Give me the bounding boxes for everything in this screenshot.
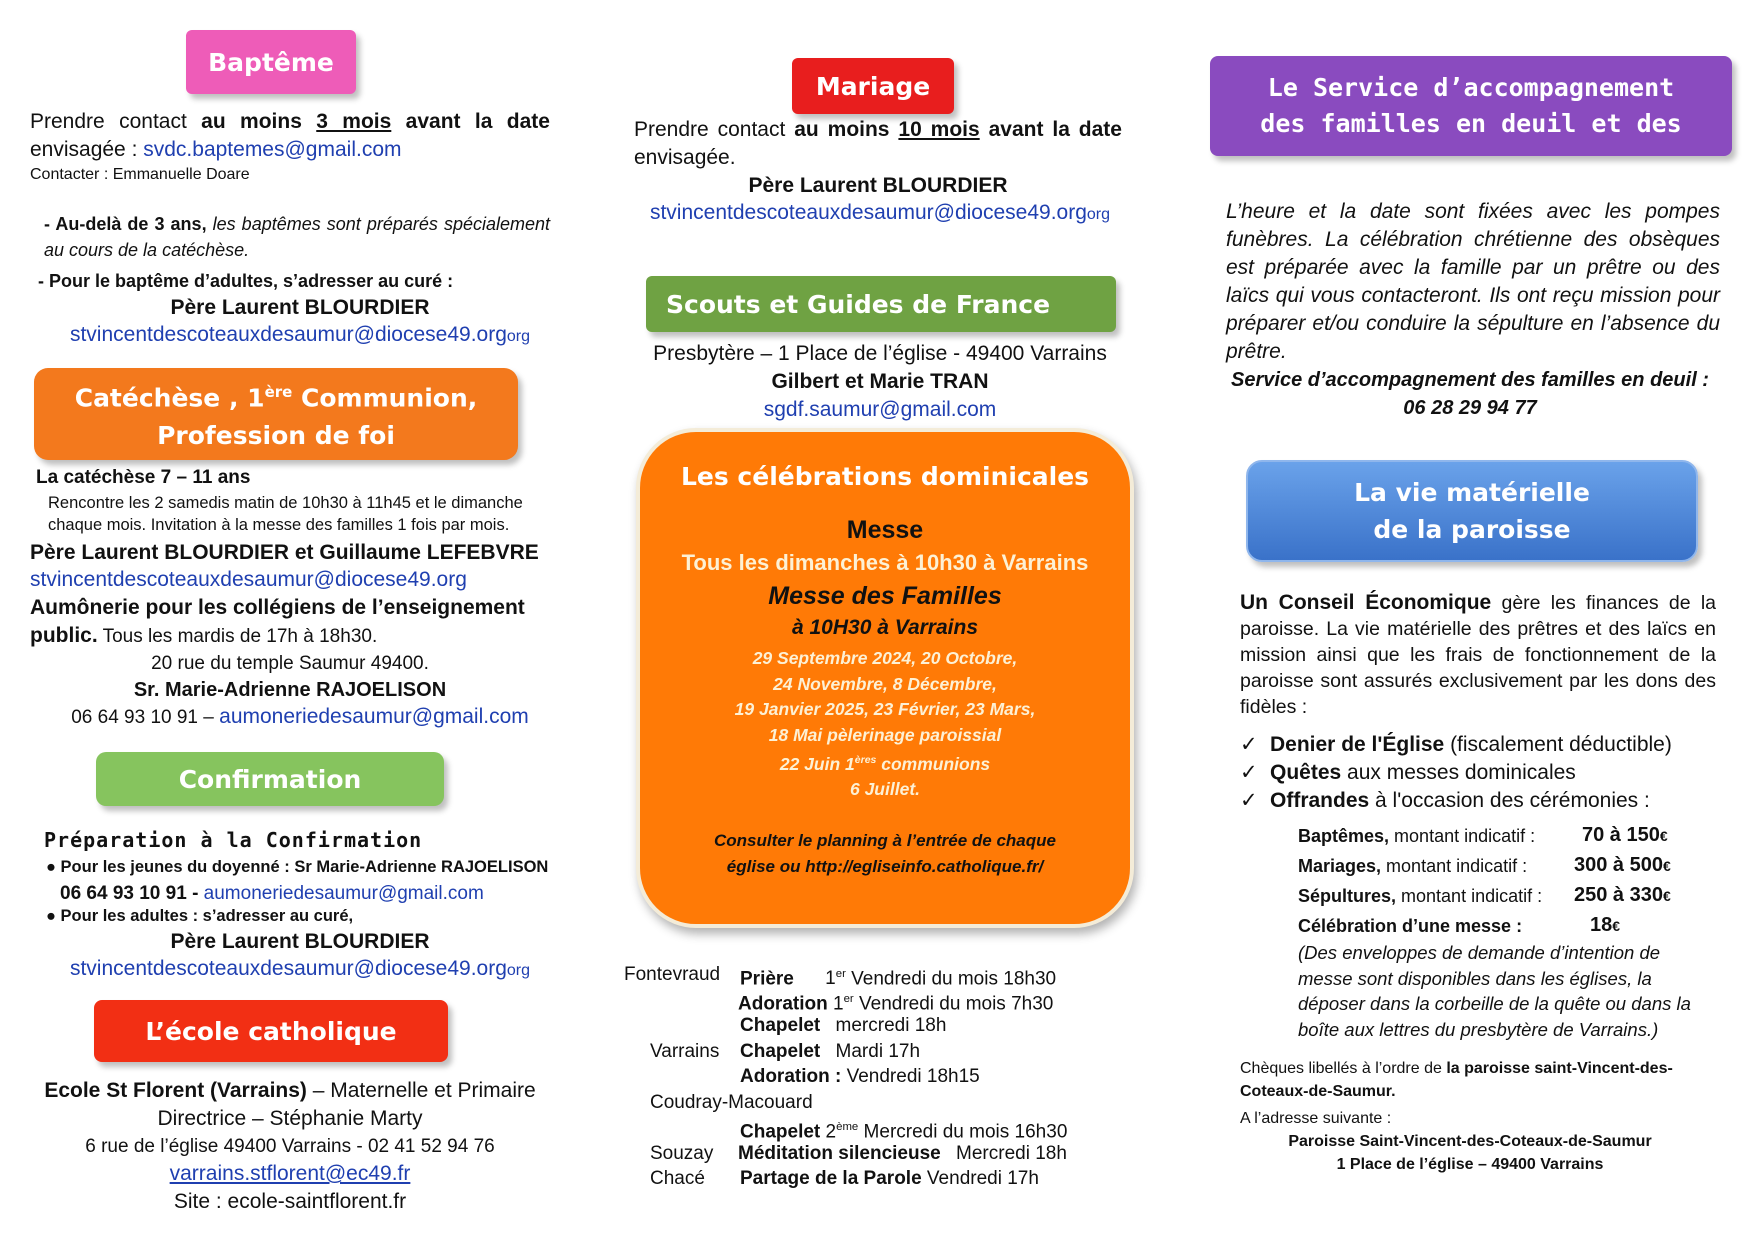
ecole-address: 6 rue de l’église 49400 Varrains - 02 41 52 94 76: [85, 1136, 495, 1157]
ecole-email-link[interactable]: varrains.stflorent@ec49.fr: [169, 1162, 411, 1185]
offrande-note: (Des enveloppes de demande d’intention de messe sont disponibles dans les églises, la déposer dans la corbeille de la quête ou dans la boîte aux lettres du presbytère de Varrains.): [1298, 942, 1691, 1040]
confirmation-prep: Préparation à la Confirmation: [44, 828, 423, 852]
schedule-fontevraud: Fontevraud: [624, 964, 721, 985]
aumonerie-email-link[interactable]: aumoneriedesaumur@gmail.com: [219, 705, 529, 728]
confirmation-title: Confirmation: [178, 764, 362, 794]
scouts-email-link[interactable]: sgdf.saumur@gmail.com: [763, 398, 997, 421]
schedule-varrains: Varrains: [650, 1041, 720, 1062]
confirmation-priest-email-link[interactable]: stvincentdescoteauxdesaumur@diocese49.org: [69, 957, 507, 980]
catechese-title-line1: Catéchèse , 1ère Communion,: [74, 383, 478, 413]
cheques: Chèques libellés à l’ordre de la paroisse saint-Vincent-des-Coteaux-de-Saumur.: [1240, 1060, 1673, 1100]
ecole-name: Ecole St Florent (Varrains) – Maternelle et Primaire: [44, 1079, 536, 1102]
materielle-check-2: ✓ Quêtes aux messes dominicales: [1240, 759, 1576, 787]
confirmation-priest: Père Laurent BLOURDIER: [170, 930, 430, 953]
deuil-title-line1: Le Service d’accompagnement: [1267, 73, 1675, 102]
bapteme-contact-person: Contacter : Emmanuelle Doare: [30, 166, 250, 183]
ecole-banner: [94, 1000, 448, 1062]
celebrations-messe: Messe: [846, 516, 924, 544]
confirmation-young: ● Pour les jeunes du doyenné : Sr Marie-Adrienne RAJOELISON: [46, 858, 549, 876]
scouts-title: Scouts et Guides de France: [666, 289, 1051, 319]
deuil-text: L’heure et la date sont fixées avec les pompes funèbres. La célébration chrétienne des obsèques est préparée avec la famille par un prêtre ou des laïcs qui vous contacteront. Ils ont reçu mission pour préparer et/ou conduire la sépulture en l’absence du prêtre.: [1226, 200, 1720, 363]
check-icon: ✓: [1240, 789, 1258, 812]
celebrations-consult: Consulter le planning à l’entrée de chaque église ou http://egliseinfo.catholique.fr/: [640, 828, 1130, 880]
mariage-contact-line2: envisagée.: [634, 146, 736, 169]
mariage-contact: Prendre contact au moins 10 mois avant la date: [634, 118, 1122, 141]
cheques-addr2: 1 Place de l’église – 49400 Varrains: [1336, 1156, 1604, 1173]
offrande-sepulture-amount: 250 à 330€: [1574, 884, 1671, 906]
materielle-check-3: ✓ Offrandes à l'occasion des cérémonies :: [1240, 787, 1650, 815]
aumonerie-sister: Sr. Marie-Adrienne RAJOELISON: [133, 679, 447, 701]
mariage-banner: [792, 58, 954, 114]
ecole-title: L’école catholique: [145, 1016, 397, 1046]
mariage-title: Mariage: [815, 71, 931, 101]
schedule-chapelet-varrains: Chapelet Mardi 17h: [740, 1041, 921, 1062]
deuil-title-line2: des familles en deuil et des: [1260, 109, 1682, 138]
catechese-title-line2: Profession de foi: [157, 420, 395, 450]
materielle-check-1: ✓ Denier de l'Église (fiscalement déductible): [1240, 731, 1672, 759]
offrande-mariage: Mariages, montant indicatif :: [1298, 856, 1528, 876]
celebrations-sundays: Tous les dimanches à 10h30 à Varrains: [681, 550, 1089, 575]
scouts-email: [620, 396, 1140, 424]
schedule-adoration-varrains: Adoration : Vendredi 18h15: [740, 1066, 980, 1087]
scouts-address: Presbytère – 1 Place de l’église - 49400 Varrains: [653, 342, 1107, 365]
ecole-email: [20, 1160, 560, 1188]
celebrations-familles: Messe des Familles: [768, 582, 1002, 610]
offrande-bapteme-amount: 70 à 150€: [1582, 824, 1668, 846]
egliseinfo-link[interactable]: église ou http://egliseinfo.catholique.fr/: [726, 857, 1044, 876]
deuil-banner: [1210, 56, 1732, 156]
schedule-chapelet-coudray: Chapelet 2ème Mercredi du mois 16h30: [740, 1121, 1068, 1143]
bapteme-contact-line2: envisagée : svdc.baptemes@gmail.com: [30, 138, 402, 161]
check-icon: ✓: [1240, 761, 1258, 784]
aumonerie-contact: 06 64 93 10 91 – aumoneriedesaumur@gmail.com: [71, 705, 529, 728]
bapteme-email-link[interactable]: svdc.baptemes@gmail.com: [143, 138, 402, 161]
materielle-title-line2: de la paroisse: [1373, 515, 1571, 544]
bapteme-title: Baptême: [208, 47, 334, 77]
confirmation-banner: [96, 752, 444, 806]
offrande-messe: Célébration d’une messe :: [1298, 916, 1523, 936]
offrande-bapteme: Baptêmes, montant indicatif :: [1298, 826, 1536, 846]
catechese-priests: Père Laurent BLOURDIER et Guillaume LEFEBVRE: [30, 541, 539, 564]
schedule-adoration: Adoration 1er Vendredi du mois 7h30: [738, 993, 1054, 1015]
schedule-partage: Partage de la Parole Vendredi 17h: [740, 1168, 1039, 1189]
ecole-site: Site : ecole-saintflorent.fr: [173, 1190, 407, 1213]
aumonerie-address: 20 rue du temple Saumur 49400.: [151, 653, 429, 674]
catechese-age: La catéchèse 7 – 11 ans: [36, 467, 251, 488]
confirmation-email-link[interactable]: aumoneriedesaumur@gmail.com: [203, 883, 484, 904]
schedule-coudray: Coudray-Macouard: [650, 1092, 813, 1113]
offrande-mariage-amount: 300 à 500€: [1574, 854, 1671, 876]
bapteme-adults: - Pour le baptême d’adultes, s’adresser au curé :: [38, 271, 454, 291]
bapteme-banner: [186, 30, 356, 94]
deuil-phone: 06 28 29 94 77: [1403, 397, 1537, 419]
bapteme-contact: Prendre contact au moins 3 mois avant la date: [30, 110, 550, 133]
offrande-sepulture: Sépultures, montant indicatif :: [1298, 886, 1543, 906]
cheques-adresse: A l’adresse suivante :: [1240, 1110, 1392, 1127]
scouts-names: Gilbert et Marie TRAN: [771, 370, 989, 393]
catechese-email-link[interactable]: stvincentdescoteauxdesaumur@diocese49.org: [30, 568, 467, 591]
confirmation-priest-email: stvincentdescoteauxdesaumur@diocese49.orgorg: [69, 957, 531, 980]
mariage-priest: Père Laurent BLOURDIER: [748, 174, 1008, 197]
schedule-meditation: Méditation silencieuse Mercredi 18h: [738, 1143, 1067, 1164]
celebrations-title: Les célébrations dominicales: [680, 462, 1090, 491]
materielle-title-line1: La vie matérielle: [1354, 478, 1590, 507]
confirmation-adults: ● Pour les adultes : s’adresser au curé,: [46, 907, 354, 925]
celebrations-familles-time: à 10H30 à Varrains: [791, 616, 979, 639]
confirmation-young-contact: 06 64 93 10 91 - aumoneriedesaumur@gmail.com: [60, 883, 484, 904]
bapteme-priest: Père Laurent BLOURDIER: [170, 296, 430, 319]
bapteme-priest-email-link[interactable]: stvincentdescoteauxdesaumur@diocese49.org: [69, 323, 507, 346]
aumonerie: Aumônerie pour les collégiens de l’enseignement public. Tous les mardis de 17h à 18h30.: [30, 596, 525, 647]
mariage-email-link[interactable]: stvincentdescoteauxdesaumur@diocese49.org: [649, 201, 1087, 224]
check-icon: ✓: [1240, 733, 1258, 756]
ecole-director: Directrice – Stéphanie Marty: [157, 1107, 423, 1130]
schedule-chace: Chacé: [650, 1168, 705, 1189]
offrande-messe-amount: 18€: [1590, 914, 1621, 936]
schedule-priere: Prière 1er Vendredi du mois 18h30: [740, 968, 1057, 990]
materielle-banner: [1246, 460, 1698, 562]
schedule-souzay: Souzay: [650, 1143, 714, 1164]
bapteme-priest-email: stvincentdescoteauxdesaumur@diocese49.orgorg: [69, 323, 531, 346]
materielle-conseil: Un Conseil Économique gère les finances de la paroisse. La vie matérielle des prêtres et des laïcs en mission ainsi que les frais de fonctionnement de la paroisse sont assurés exclusivement par les dons des fidèles :: [1240, 591, 1716, 718]
mariage-email: stvincentdescoteauxdesaumur@diocese49.orgorg: [649, 201, 1111, 224]
catechese-meetings: Rencontre les 2 samedis matin de 10h30 à 11h45 et le dimanche chaque mois. Invitation à la messe des familles 1 fois par mois.: [48, 494, 523, 534]
cheques-addr1: Paroisse Saint-Vincent-des-Coteaux-de-Saumur: [1288, 1133, 1652, 1150]
celebrations-box: [636, 428, 1134, 928]
scouts-banner: [646, 276, 1116, 332]
catechese-banner: [34, 368, 518, 460]
deuil-service: Service d’accompagnement des familles en deuil :: [1231, 369, 1709, 391]
bapteme-beyond-3-years: - Au-delà de 3 ans, les baptêmes sont préparés spécialement au cours de la catéchèse.: [44, 214, 551, 260]
schedule-chapelet-fontevraud: Chapelet mercredi 18h: [740, 1015, 947, 1036]
celebrations-dates: 29 Septembre 2024, 20 Octobre, 24 Novembre, 8 Décembre, 19 Janvier 2025, 23 Février, 23 Mars, 18 Mai pèlerinage paroissial 22 Juin 1ères communions 6 Juillet.: [734, 648, 1036, 800]
